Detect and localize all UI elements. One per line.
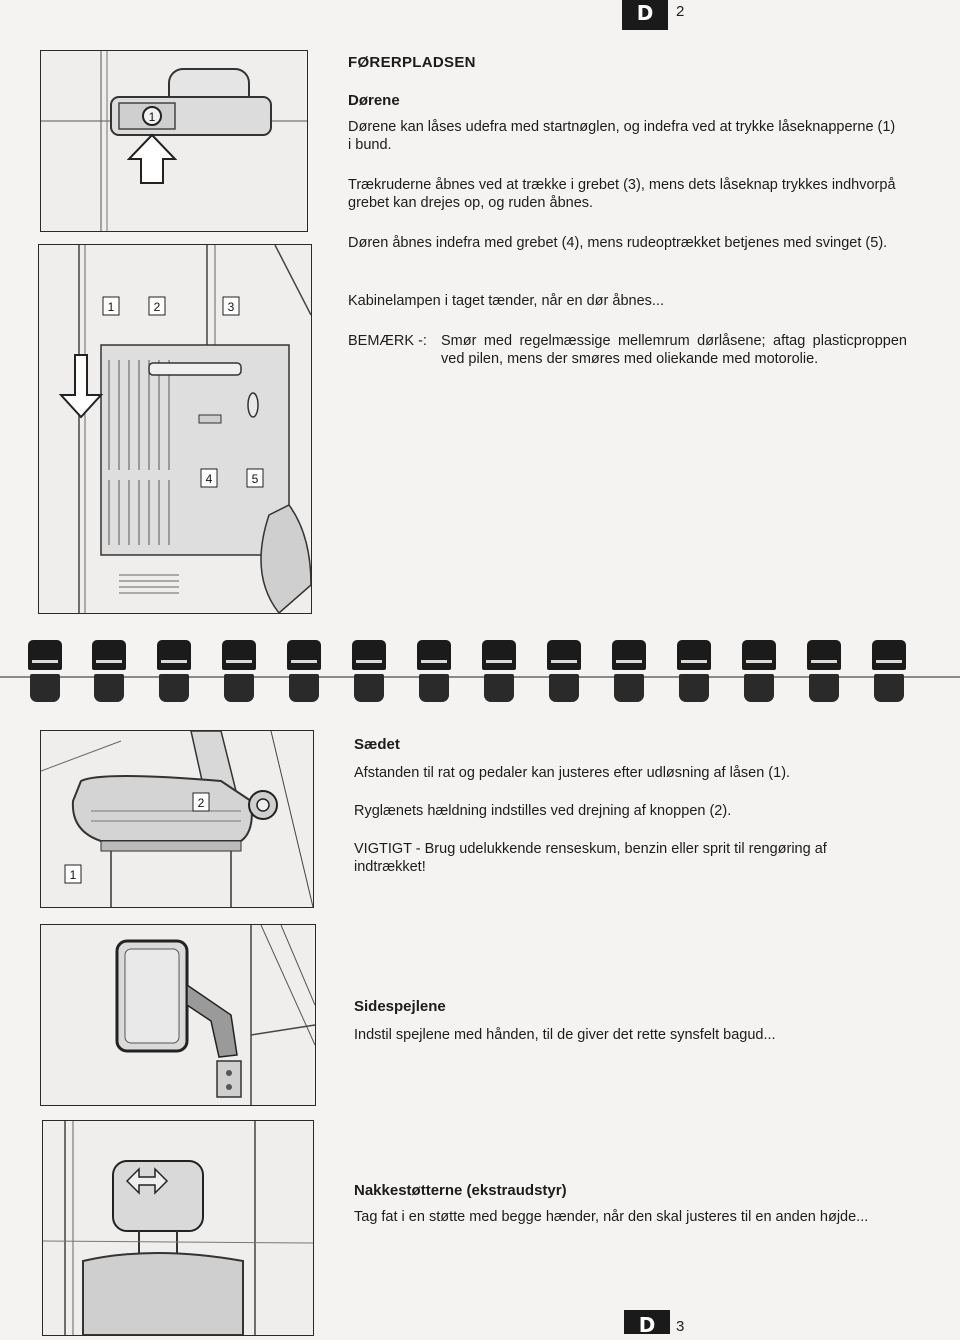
doors-paragraph-1: Dørene kan låses udefra med startnøglen, og indefra ved at trykke låseknapperne (1) i bund.: [348, 119, 896, 153]
seat-paragraph-3: VIGTIGT - Brug udelukkende renseskum, benzin eller sprit til rengøring af indtrækket!: [354, 841, 827, 875]
section-title: FØRERPLADSEN: [348, 54, 476, 71]
section-badge-bottom: D: [624, 1310, 670, 1334]
binding-ring: [222, 640, 256, 702]
binding-ring: [612, 640, 646, 702]
binding-ring: [742, 640, 776, 702]
figure-headrest: [42, 1120, 314, 1336]
doors-paragraph-2: Trækruderne åbnes ved at trække i grebet (3), mens dets låseknap trykkes indhvorpå grebet kan drejes op, og ruden åbnes.: [348, 177, 896, 211]
binding-ring: [417, 640, 451, 702]
seat-paragraph-1: Afstanden til rat og pedaler kan justeres efter udløsning af låsen (1).: [354, 765, 791, 781]
callout-1: 1: [107, 300, 115, 314]
callout-1: 1: [148, 110, 156, 124]
seat-paragraph-2: Ryglænets hældning indstilles ved drejning af knoppen (2).: [354, 803, 732, 819]
binding-ring: [92, 640, 126, 702]
note-text: Smør med regelmæssige mellemrum dørlåsene; aftag plasticproppen ved pilen, mens der smøres med oliekande med motorolie.: [441, 333, 907, 367]
callout-1: 1: [69, 868, 77, 882]
figure-door-lock: [40, 50, 308, 232]
binding-ring: [872, 640, 906, 702]
figure-mirror: [40, 924, 316, 1106]
doors-note: [348, 332, 908, 392]
figure-seat: [40, 730, 314, 908]
binding-ring: [547, 640, 581, 702]
page-number-bottom: 3: [676, 1318, 685, 1335]
doors-paragraph-4: Kabinelampen i taget tænder, når en dør åbnes...: [348, 293, 664, 309]
callout-3: 3: [227, 300, 235, 314]
headrests-heading: Nakkestøtterne (ekstraudstyr): [354, 1182, 567, 1199]
binding-ring: [287, 640, 321, 702]
section-badge-top: D: [622, 0, 668, 30]
page-number-top: 2: [676, 3, 685, 20]
callout-5: 5: [251, 472, 259, 486]
headrests-paragraph-1: Tag fat i en støtte med begge hænder, når den skal justeres til en anden højde...: [354, 1209, 869, 1225]
callout-4: 4: [205, 472, 213, 486]
note-label: BEMÆRK -:: [348, 333, 427, 349]
binding-ring: [352, 640, 386, 702]
seat-heading: Sædet: [354, 736, 400, 753]
callout-2: 2: [197, 796, 205, 810]
mirrors-heading: Sidespejlene: [354, 998, 446, 1015]
binding-ring: [157, 640, 191, 702]
binding-ring: [28, 640, 62, 702]
callout-2: 2: [153, 300, 161, 314]
binding-ring: [677, 640, 711, 702]
doors-heading: Dørene: [348, 92, 400, 109]
doors-paragraph-3: Døren åbnes indefra med grebet (4), mens rudeoptrækket betjenes med svinget (5).: [348, 235, 888, 251]
mirrors-paragraph-1: Indstil spejlene med hånden, til de giver det rette synsfelt bagud...: [354, 1027, 776, 1043]
binding-ring: [482, 640, 516, 702]
binding-ring: [807, 640, 841, 702]
figure-door-panel: [38, 244, 312, 614]
